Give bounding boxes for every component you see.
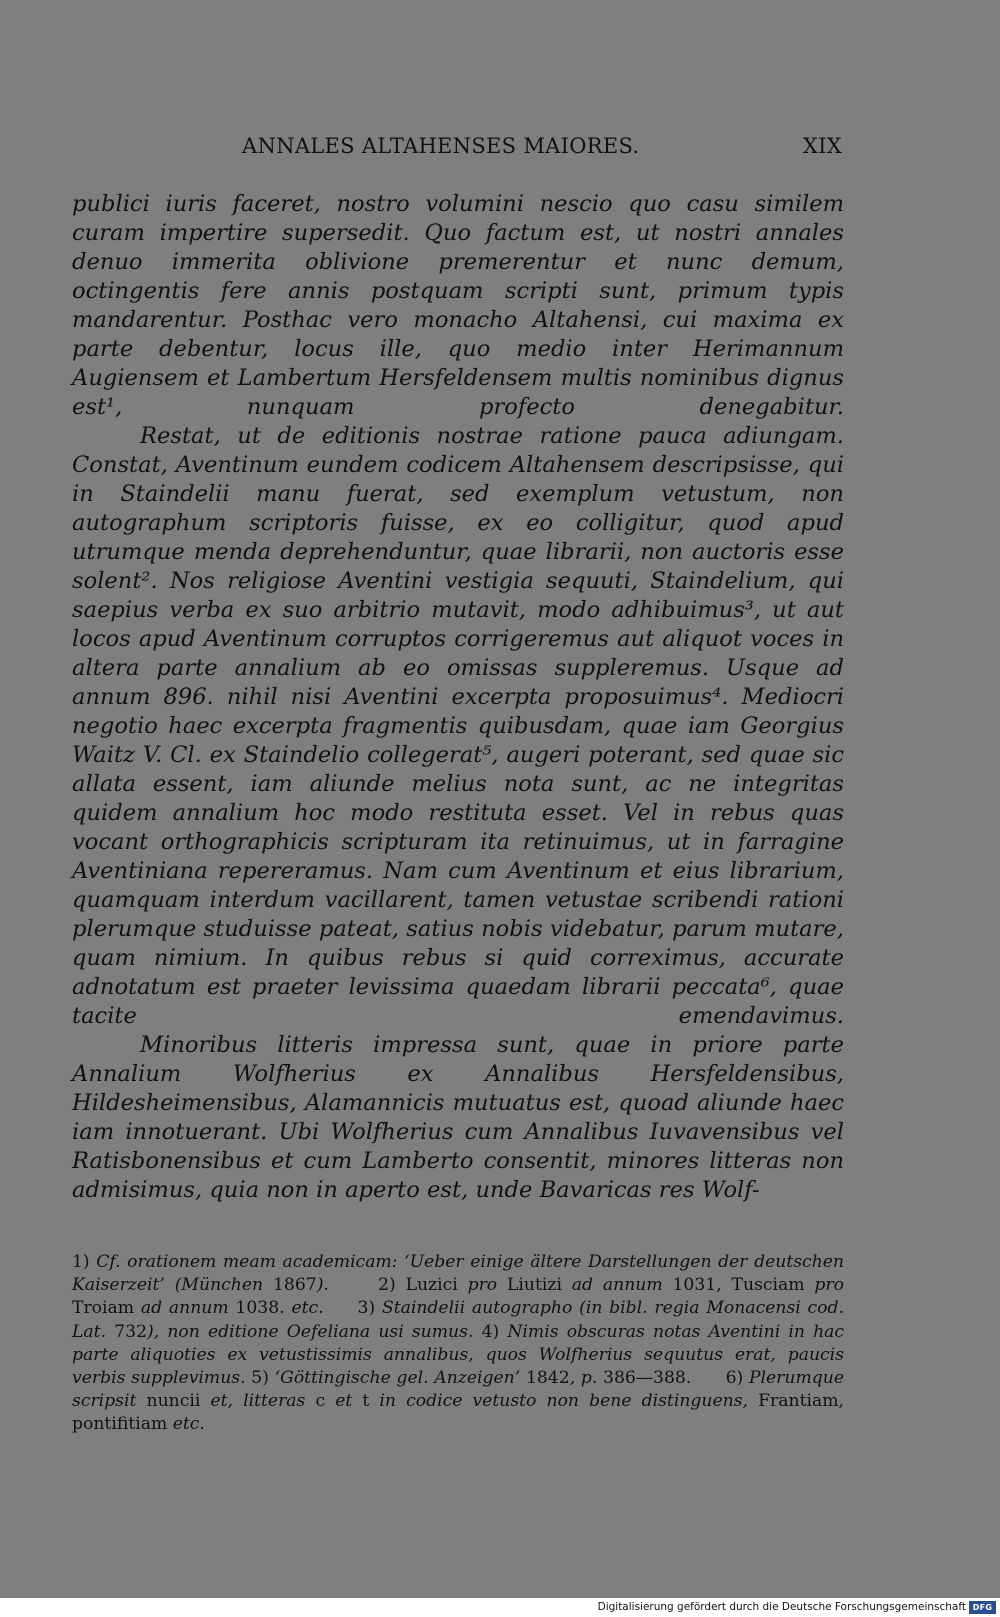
footnote-2-part: Troiam: [72, 1298, 141, 1319]
footnote-6-part: nuncii: [136, 1391, 211, 1412]
footnote-5-number: 5): [251, 1368, 275, 1389]
footnote-4-number: 4): [481, 1321, 508, 1342]
footnote-2-part: Liutizi: [497, 1275, 572, 1296]
footnote-2-part: 1038.: [228, 1298, 292, 1319]
paragraph-3: Minoribus litteris impressa sunt, quae in priore parte Annalium Wolfherius ex Annalibus Hersfeldensibus, Hildesheimensibus, Alamannicis mutuatus est, quoad aliunde haec iam innotuerant. Ubi Wolfherius cum Annalibus Iuvavensibus vel Ratisbonensibus et cum Lamberto consentit, minores litteras non admisimus, quia non in aperto est, unde Bavaricas res Wolf-: [72, 1032, 844, 1203]
footnotes: [72, 1251, 844, 1437]
paragraph-1: publici iuris faceret, nostro volumini nescio quo casu similem curam impertire supersedit. Quo factum est, ut nostri annales denuo immerita oblivione premerentur et nunc demum, octingentis fere annis postquam scripti sunt, primum typis mandarentur. Posthac vero monacho Altahensi, cui maxima ex parte debentur, locus ille, quo medio inter Herimannum Augiensem et Lambertum Hersfeldensem multis nominibus dignus est¹, nunquam profecto denegabitur.: [72, 191, 844, 420]
footnote-3-part: 732: [114, 1321, 148, 1342]
footnote-5-part: 386—388.: [603, 1368, 692, 1389]
footnote-2-part: pro: [814, 1275, 844, 1296]
footnote-5-part: 1842: [525, 1368, 570, 1389]
funding-credit: Digitalisierung gefördert durch die Deutsche Forschungsgemeinschaft: [597, 1601, 966, 1613]
footnote-6-part: etc.: [172, 1414, 205, 1435]
footnote-3-part: ), non editione Oefeliana usi sumus.: [147, 1321, 474, 1342]
footnote-2-part: ad annum: [571, 1275, 663, 1296]
footnote-6-part: et: [335, 1391, 353, 1412]
footnote-2-part: ad annum: [140, 1298, 229, 1319]
footnote-2-part: 1031, Tusciam: [662, 1275, 815, 1296]
footnote-6-part: Frantiam, pontifitiam: [72, 1391, 844, 1435]
footnote-2-number: 2): [378, 1275, 406, 1296]
footnote-5-part: , p.: [569, 1368, 604, 1389]
page-number: XIX: [802, 134, 842, 158]
footnote-2-part: etc.: [291, 1298, 324, 1319]
footnote-2-part: pro: [467, 1275, 498, 1296]
footnote-2-part: Luzici: [405, 1275, 468, 1296]
footnote-4-text: Nimis obscuras notas Aventini in hac parte aliquoties ex vetustissimis annalibus, quos Wolfherius sequutus erat, paucis verbis supplevimus.: [72, 1321, 845, 1389]
footnote-6-number: 6): [725, 1368, 749, 1389]
footnote-6-part: Plerumque scripsit: [72, 1368, 845, 1412]
footnote-6-part: c: [305, 1391, 336, 1412]
footnote-1-year: 1867: [272, 1275, 317, 1296]
running-title: ANNALES ALTAHENSES MAIORES.: [242, 134, 640, 158]
footnote-1-text: Cf. orationem meam academicam: ‘Ueber einige ältere Darstellungen der deutschen Kaiserzeit’ (München: [72, 1252, 844, 1296]
dfg-logo-icon: DFG: [969, 1601, 996, 1614]
footnote-6-part: in codice vetusto non bene distinguens,: [379, 1391, 749, 1412]
footnote-6-part: et, litteras: [210, 1391, 306, 1412]
footnote-1-number: 1): [72, 1252, 97, 1272]
footnote-3-number: 3): [357, 1298, 382, 1319]
paragraph-2: Restat, ut de editionis nostrae ratione pauca adiungam. Constat, Aventinum eundem codicem Altahensem descripsisse, qui in Staindelii manu fuerat, sed exemplum vetustum, non autographum scriptoris fuisse, ex eo colligitur, quod apud utrumque menda deprehenduntur, quae librarii, non auctoris esse solent². Nos religiose Aventini vestigia sequuti, Staindelium, qui saepius verba ex suo arbitrio mutavit, modo adhibuimus³, ut aut locos apud Aventinum corruptos corrigeremus aut aliquot voces in altera parte annalium ab eo omissas suppleremus. Usque ad annum 896. nihil nisi Aventini excerpta proposuimus⁴. Mediocri negotio haec excerpta fragmentis quibusdam, quae iam Georgius Waitz V. Cl. ex Staindelio collegerat⁵, augeri poterant, sed quae sic allata essent, iam aliunde melius nota sunt, ac ne integritas quidem annalium hoc modo restituta esset. Vel in rebus quas vocant orthographicis scripturam ita retinuimus, ut in farragine Aventiniana repereramus. Nam cum Aventinum et eius librarium, quamquam interdum vacillarent, tamen vetustae scribendi rationi plerumque studuisse pateat, satius nobis videbatur, parum mutare, quam nimium. In quibus rebus si quid correximus, accurate adnotatum est praeter levissima quaedam librarii peccata⁶, quae tacite emendavimus.: [72, 423, 844, 1029]
footnote-6-part: t: [352, 1391, 380, 1412]
running-header: [72, 130, 842, 164]
footnote-1-end: ).: [316, 1275, 329, 1296]
footnote-3-part: Staindelii autographo (in bibl. regia Monacensi cod. Lat.: [72, 1298, 844, 1342]
footnote-block: [72, 1251, 844, 1437]
footnote-5-part: ‘Göttingische gel. Anzeigen’: [274, 1368, 526, 1389]
main-text: [72, 190, 844, 1205]
digitization-footer: [0, 1598, 1000, 1617]
